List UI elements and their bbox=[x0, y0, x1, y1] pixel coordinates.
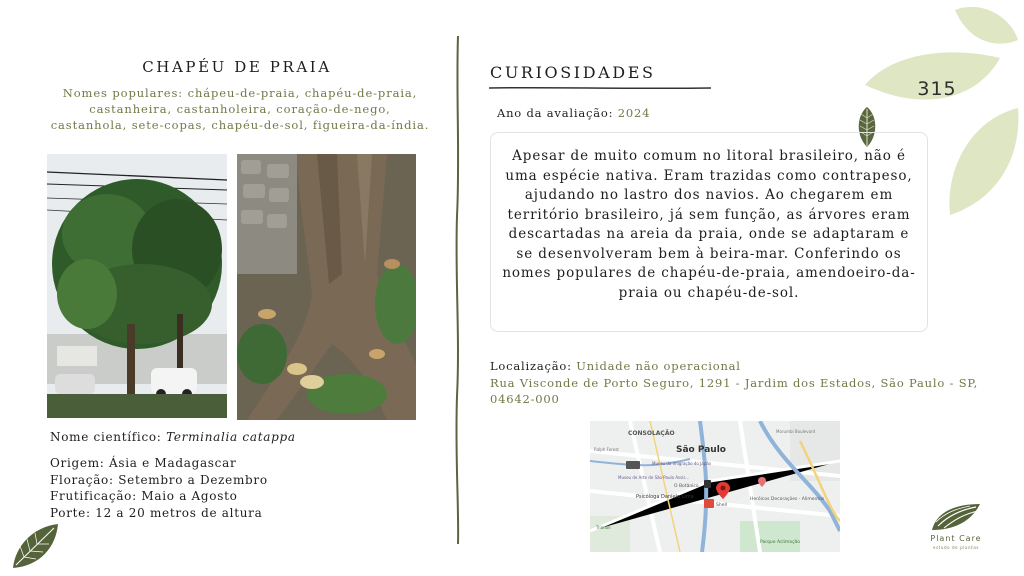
map-label-boulevard: Morumbi Boulevard bbox=[776, 429, 816, 434]
curiosities-text: Apesar de muito comum no litoral brasileiro, não é uma espécie nativa. Eram trazidas como contrapeso, ajudando no lastro dos navios. Ao chegarem em território brasileiro, já sem função, as árvores eram descartadas na areia da praia, onde se adaptaram e se desenvolveram bem à beira-mar. Conferindo os nomes populares de chapéu-de-praia, amendoeiro-da-praia ou chapéu-de-sol. bbox=[502, 148, 916, 301]
curiosities-title: CURIOSIDADES bbox=[490, 63, 656, 82]
page-number: 315 bbox=[917, 78, 957, 100]
origin-label: Origem: bbox=[50, 456, 105, 470]
flowering-value: Setembro a Dezembro bbox=[118, 472, 268, 487]
curiosities-box bbox=[490, 132, 928, 332]
tree-photo-street bbox=[47, 154, 227, 418]
tree-photo-trunk bbox=[237, 154, 416, 420]
map-label-museum: Museu de Arte de São Paulo Assis... bbox=[618, 475, 690, 480]
decorative-leaf-bottom-left bbox=[10, 522, 60, 570]
location-map[interactable] bbox=[590, 421, 840, 552]
map-shell-icon bbox=[704, 499, 714, 508]
size-label: Porte: bbox=[50, 505, 91, 520]
map-poi-icon bbox=[704, 480, 711, 488]
location-status: Unidade não operacional bbox=[576, 359, 741, 373]
map-label-ralph: Ralph Forest bbox=[594, 447, 619, 452]
evaluation-year-label: Ano da avaliação: bbox=[497, 106, 614, 120]
scientific-name: Terminalia catappa bbox=[166, 430, 296, 444]
plant-care-logo-icon bbox=[930, 502, 982, 532]
size-row bbox=[50, 505, 268, 522]
map-label-shell: Shell bbox=[716, 503, 727, 508]
scientific-name-label: Nome científico: bbox=[50, 430, 162, 444]
brand-name: Plant Care bbox=[930, 534, 982, 543]
scientific-name-row bbox=[50, 430, 296, 444]
origin-value: Ásia e Madagascar bbox=[109, 456, 237, 470]
map-label-trianon: Trianon bbox=[596, 525, 611, 530]
plant-title: CHAPÉU DE PRAIA bbox=[142, 58, 332, 76]
evaluation-year: 2024 bbox=[617, 106, 651, 120]
map-label-botanico: O Botânico bbox=[674, 484, 699, 489]
popular-names-list: chápeu-de-praia, chapéu-de-praia, castanheira, castanholeira, coração-de-nego, castanhola, sete-copas, chapéu-de-sol, figueira-da-índia. bbox=[50, 86, 430, 132]
fruiting-value: Maio a Agosto bbox=[141, 489, 238, 503]
popular-names-label: Nomes populares: bbox=[62, 86, 184, 100]
map-label-museum2: Museu da Imigração do Japão bbox=[652, 461, 712, 466]
location-label: Localização: bbox=[490, 359, 572, 373]
evaluation-year-row bbox=[497, 106, 650, 120]
map-label-park: Parque Aclimação bbox=[760, 540, 801, 545]
vertical-divider bbox=[450, 36, 466, 544]
origin-row bbox=[50, 455, 268, 472]
plant-info bbox=[50, 455, 268, 521]
popular-names bbox=[50, 85, 430, 133]
location-block bbox=[490, 358, 980, 408]
map-label-consolacao: CONSOLAÇÃO bbox=[628, 430, 675, 437]
map-museum-icon bbox=[626, 461, 640, 469]
location-address: Rua Visconde de Porto Seguro, 1291 - Jardim dos Estados, São Paulo - SP, 04642-000 bbox=[490, 375, 979, 406]
flowering-row bbox=[50, 472, 268, 489]
fruiting-row bbox=[50, 488, 268, 505]
fruiting-label: Frutificação: bbox=[50, 489, 137, 503]
map-label-psychology: Psicóloga Daniele Lima bbox=[636, 494, 694, 500]
flowering-label: Floração: bbox=[50, 472, 114, 487]
curiosities-underline bbox=[489, 86, 711, 90]
size-value: 12 a 20 metros de altura bbox=[95, 505, 263, 520]
map-label-city: São Paulo bbox=[676, 445, 726, 455]
map-label-restaurant: Heróicos Decorações - Alimentos bbox=[750, 497, 825, 502]
location-row bbox=[490, 358, 980, 375]
brand-tagline: estudo de plantas bbox=[932, 545, 980, 550]
